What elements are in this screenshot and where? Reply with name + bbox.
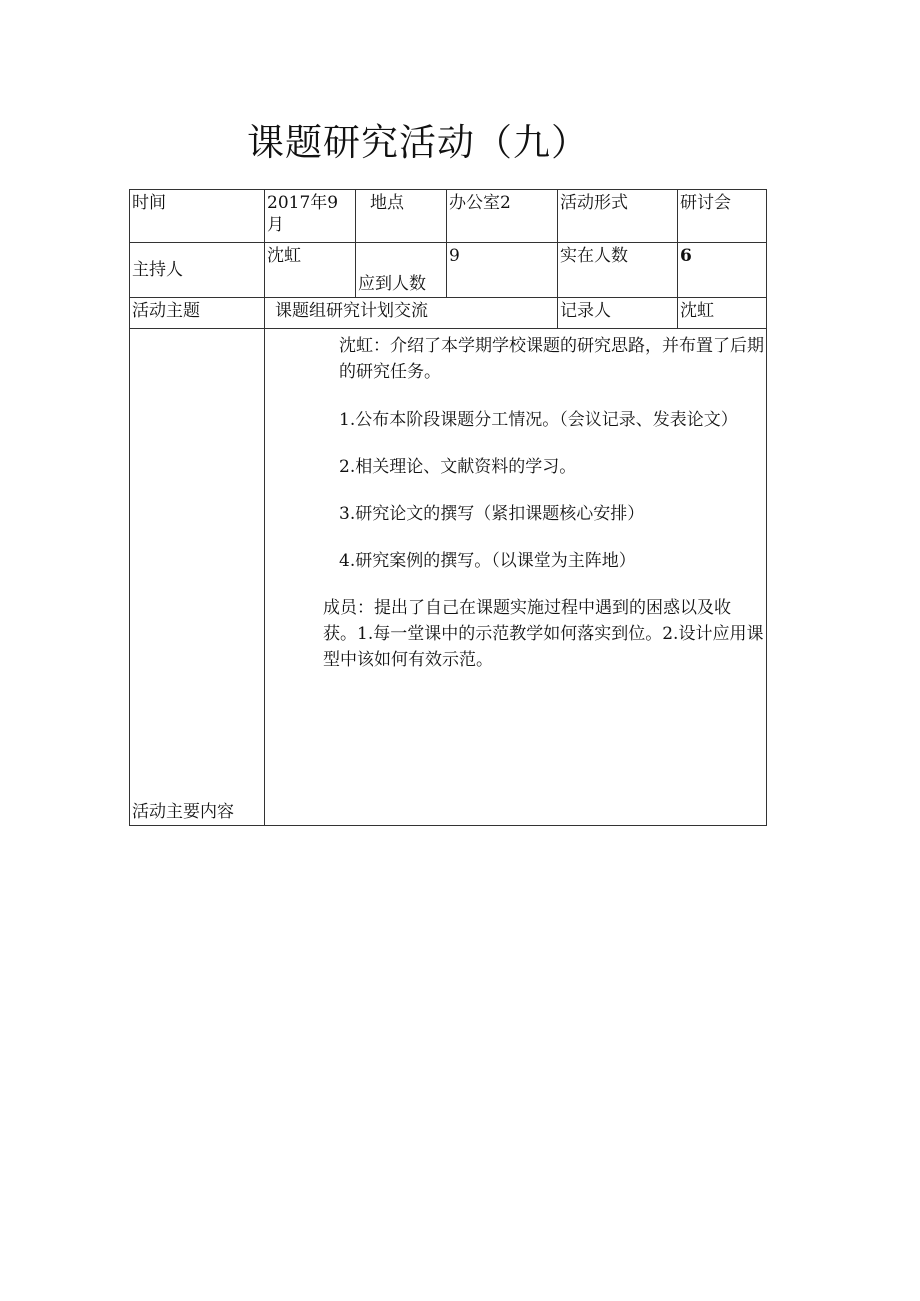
recorder-value: 沈虹 (678, 298, 767, 329)
content-cell (265, 329, 767, 826)
content-item: 3.研究论文的撰写（紧扣课题核心安排） (339, 504, 645, 524)
form-value: 研讨会 (678, 190, 767, 243)
content-item: 4.研究案例的撰写。（以课堂为主阵地） (339, 551, 636, 571)
content-item: 2.相关理论、文献资料的学习。 (339, 457, 577, 477)
page-title: 课题研究活动（九） (247, 121, 589, 164)
table-row-content (130, 329, 767, 826)
host-label: 主持人 (130, 243, 265, 298)
activity-record-table (129, 189, 767, 826)
form-label: 活动形式 (558, 190, 678, 243)
content-label: 活动主要内容 (130, 329, 265, 826)
table-row-theme (130, 298, 767, 329)
recorder-label: 记录人 (558, 298, 678, 329)
time-label: 时间 (130, 190, 265, 243)
actual-label: 实在人数 (558, 243, 678, 298)
location-value: 办公室2 (447, 190, 558, 243)
content-block (265, 329, 766, 673)
theme-value: 课题组研究计划交流 (265, 298, 558, 329)
location-label: 地点 (356, 190, 447, 243)
expected-value: 9 (447, 243, 558, 298)
content-intro: 沈虹：介绍了本学期学校课题的研究思路，并布置了后期的研究任务。 (339, 336, 764, 382)
table-row-host (130, 243, 767, 298)
content-members: 成员：提出了自己在课题实施过程中遇到的困惑以及收获。1.每一堂课中的示范教学如何落实到位。2.设计应用课型中该如何有效示范。 (323, 598, 764, 670)
time-value: 2017年9月 (265, 190, 356, 243)
theme-label: 活动主题 (130, 298, 265, 329)
expected-label: 应到人数 (356, 243, 447, 298)
actual-value: 6 (678, 243, 767, 298)
host-value: 沈虹 (265, 243, 356, 298)
table-row-time (130, 190, 767, 243)
content-item: 1.公布本阶段课题分工情况。（会议记录、发表论文） (339, 410, 738, 430)
